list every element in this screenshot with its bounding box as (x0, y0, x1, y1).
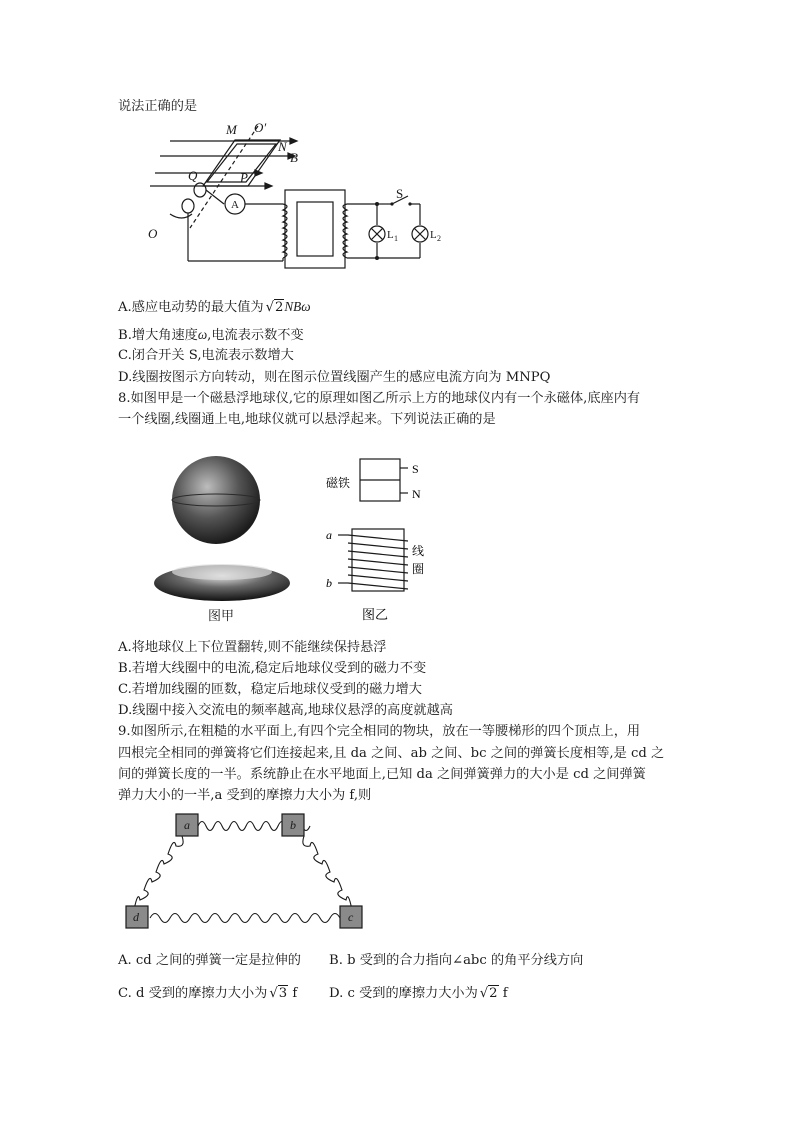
q8-stem-line2: 一个线圈,线圈通上电,地球仪就可以悬浮起来。下列说法正确的是 (118, 412, 496, 427)
label-N: N (278, 139, 287, 154)
label-O-prime: O′ (254, 120, 267, 135)
label-M: M (226, 122, 237, 137)
q7-option-a: A.感应电动势的最大值为 √2NBω (118, 299, 311, 315)
coil-label-1: 线 (412, 544, 425, 558)
q8-globe-figure (148, 448, 298, 628)
pole-n-label: N (412, 487, 421, 501)
intro-text: 说法正确的是 (118, 99, 198, 114)
q8-option-c: C.若增加线圈的匝数，稳定后地球仪受到的磁力增大 (118, 682, 422, 697)
label-L1: L (387, 229, 394, 241)
fig-yi-caption: 图乙 (362, 607, 389, 622)
label-L2: L (430, 229, 437, 241)
q8-coil-figure (322, 455, 432, 625)
label-B: B (290, 150, 298, 165)
block-c-label: c (348, 910, 354, 924)
coil-label-2: 圈 (412, 562, 425, 576)
label-O: O (148, 226, 158, 241)
q7-option-d: D.线圈按图示方向转动，则在图示位置线圈产生的感应电流方向为 MNPQ (118, 370, 551, 385)
magnet-label: 磁铁 (326, 476, 351, 490)
label-S: S (396, 186, 404, 201)
q9-stem-line3: 间的弹簧长度的一半。系统静止在水平地面上,已知 da 之间弹簧弹力的大小是 cd 之间弹簧 (118, 767, 646, 782)
q9-stem-line4: 弹力大小的一半,a 受到的摩擦力大小为 f,则 (118, 788, 372, 803)
q9-option-b: B. b 受到的合力指向∠abc 的角平分线方向 (329, 953, 584, 968)
ammeter-label: A (231, 199, 239, 211)
fig-jia-caption: 图甲 (208, 608, 235, 623)
terminal-a: a (326, 528, 332, 542)
label-Q: Q (188, 168, 198, 183)
block-a-label: a (184, 818, 190, 832)
label-P: P (240, 170, 248, 185)
svg-text:1: 1 (394, 234, 398, 243)
pole-s-label: S (412, 462, 419, 476)
q9-option-c: C. d 受到的摩擦力大小为 √3 f (118, 986, 298, 1001)
q7-option-c: C.闭合开关 S,电流表示数增大 (118, 348, 294, 363)
svg-text:2: 2 (437, 234, 441, 243)
q8-option-a: A.将地球仪上下位置翻转,则不能继续保持悬浮 (118, 640, 387, 655)
q7-circuit-figure (140, 118, 440, 278)
q9-stem-line2: 四根完全相同的弹簧将它们连接起来,且 da 之间、ab 之间、bc 之间的弹簧长度相等,是 cd 之 (118, 746, 665, 761)
q9-springs-figure (118, 808, 368, 938)
q8-option-d: D.线圈中接入交流电的频率越高,地球仪悬浮的高度就越高 (118, 703, 453, 718)
q8-option-b: B.若增大线圈中的电流,稳定后地球仪受到的磁力不变 (118, 661, 427, 676)
terminal-b: b (326, 576, 332, 590)
block-b-label: b (290, 818, 296, 832)
q9-option-a: A. cd 之间的弹簧一定是拉伸的 (118, 953, 301, 968)
q7-option-b: B.增大角速度ω,电流表示数不变 (118, 327, 304, 343)
q9-stem-line1: 9.如图所示,在粗糙的水平面上,有四个完全相同的物块，放在一等腰梯形的四个顶点上，用 (118, 724, 641, 739)
q9-option-d: D. c 受到的摩擦力大小为 √2 f (329, 986, 508, 1001)
block-d-label: d (133, 910, 139, 924)
q8-stem-line1: 8.如图甲是一个磁悬浮地球仪,它的原理如图乙所示上方的地球仪内有一个永磁体,底座内有 (118, 391, 641, 406)
